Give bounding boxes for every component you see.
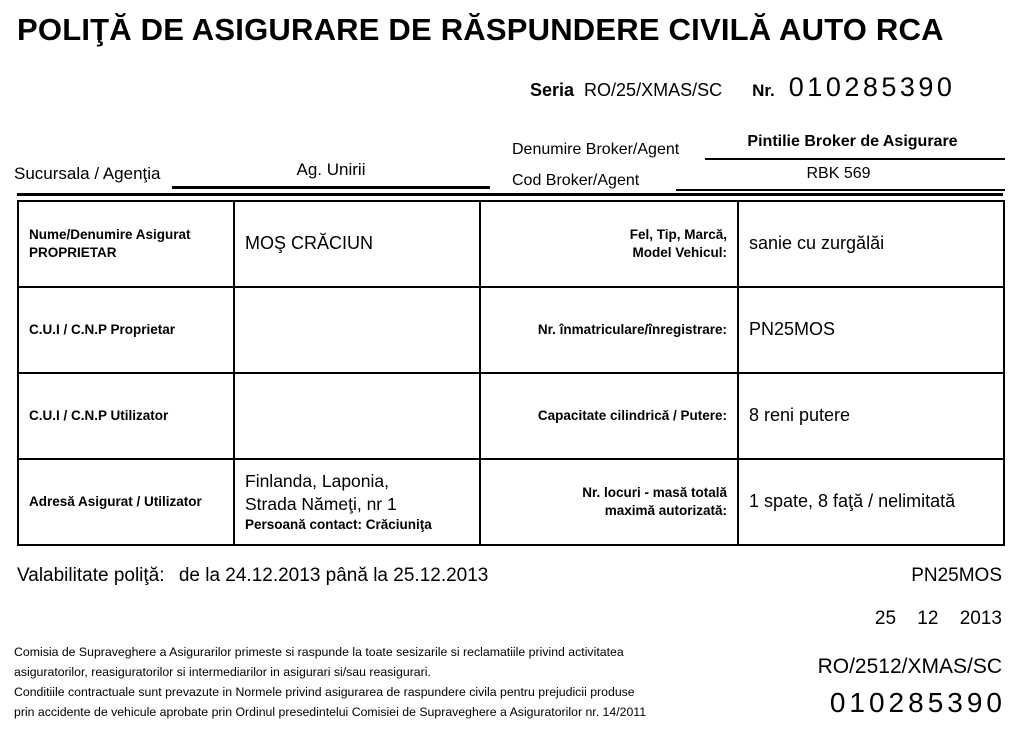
series-code-bottom: RO/2512/XMAS/SC <box>817 655 1002 678</box>
insured-name-label-line2: PROPRIETAR <box>29 245 117 260</box>
number-value: 010285390 <box>788 72 956 102</box>
vehicle-type-label-line2: Model Vehicul: <box>632 245 727 260</box>
legal-line-3: Conditiile contractuale sunt prevazute in Normele privind asigurarea de raspundere civila pentru prejudicii produse <box>14 684 635 699</box>
legal-line-4: prin accidente de vehicule aprobate prin Ordinul presedintelui Comisiei de Supraveghere a Asiguratorilor nr. 14/2011 <box>14 704 647 719</box>
address-line2: Strada Nămeţi, nr 1 <box>245 493 397 514</box>
broker-name-value: Pintilie Broker de Asigurare <box>747 133 958 150</box>
broker-code-value: RBK 569 <box>806 165 871 182</box>
table-row <box>18 459 1004 545</box>
insured-name-value: MOŞ CRĂCIUN <box>234 201 480 287</box>
validity-label: Valabilitate poliţă: <box>17 565 165 586</box>
seats-mass-label <box>480 459 738 545</box>
address-value <box>234 459 480 545</box>
broker-code-label: Cod Broker/Agent <box>512 172 640 189</box>
seats-mass-label-line2: maximă autorizată: <box>604 503 727 518</box>
issue-date-month: 12 <box>917 608 939 629</box>
user-cui-cnp-label: C.U.I / C.N.P Utilizator <box>18 373 234 459</box>
user-cui-cnp-value <box>234 373 480 459</box>
address-line1: Finlanda, Laponia, <box>245 470 389 491</box>
engine-capacity-label: Capacitate cilindrică / Putere: <box>480 373 738 459</box>
vehicle-type-value: sanie cu zurgălăi <box>738 201 1004 287</box>
insured-name-label-line1: Nume/Denumire Asigurat <box>29 226 191 242</box>
page-title: POLIŢĂ DE ASIGURARE DE RĂSPUNDERE CIVILĂ AUTO RCA <box>17 12 944 47</box>
table-row <box>18 201 1004 287</box>
vehicle-type-label-line1: Fel, Tip, Marcă, <box>629 226 727 242</box>
address-contact-person: Persoană contact: Crăciuniţa <box>245 517 432 533</box>
issue-date-year: 2013 <box>959 608 1002 629</box>
branch-underline <box>172 186 490 189</box>
table-top-rule <box>17 193 1003 196</box>
policy-details-table <box>17 200 1005 546</box>
address-label: Adresă Asigurat / Utilizator <box>18 459 234 545</box>
validity-row <box>17 565 488 587</box>
table-row <box>18 373 1004 459</box>
broker-code-underline <box>676 189 1005 191</box>
registration-number-label: Nr. înmatriculare/înregistrare: <box>480 287 738 373</box>
legal-line-1: Comisia de Supraveghere a Asigurarilor primeste si raspunde la toate sesizarile si reclamatiile privind activitatea <box>14 645 624 659</box>
plate-number-bottom: PN25MOS <box>911 565 1002 586</box>
branch-label: Sucursala / Agenţia <box>14 164 161 183</box>
number-label: Nr. <box>752 81 775 100</box>
issue-date-row <box>875 608 1002 630</box>
broker-name-underline <box>705 158 1005 160</box>
legal-notice <box>14 643 714 723</box>
owner-cui-cnp-value <box>234 287 480 373</box>
registration-number-value: PN25MOS <box>738 287 1004 373</box>
policy-number-bottom: 010285390 <box>829 687 1006 718</box>
series-number-row <box>530 72 955 103</box>
broker-name-label: Denumire Broker/Agent <box>512 141 680 158</box>
owner-cui-cnp-label: C.U.I / C.N.P Proprietar <box>18 287 234 373</box>
engine-capacity-value: 8 reni putere <box>738 373 1004 459</box>
seats-mass-label-line1: Nr. locuri - masă totală <box>582 484 727 500</box>
validity-value: de la 24.12.2013 până la 25.12.2013 <box>178 565 489 586</box>
legal-line-2: asiguratorilor, reasiguratorilor si intermediarilor in asigurari si/sau reasigurari. <box>14 664 431 679</box>
series-label: Seria <box>530 80 575 100</box>
seats-mass-value: 1 spate, 8 faţă / nelimitată <box>738 459 1004 545</box>
insured-name-label <box>18 201 234 287</box>
table-row <box>18 287 1004 373</box>
branch-value: Ag. Unirii <box>296 160 366 179</box>
issue-date-day: 25 <box>874 608 897 629</box>
vehicle-type-label <box>480 201 738 287</box>
series-value: RO/25/XMAS/SC <box>584 80 723 100</box>
